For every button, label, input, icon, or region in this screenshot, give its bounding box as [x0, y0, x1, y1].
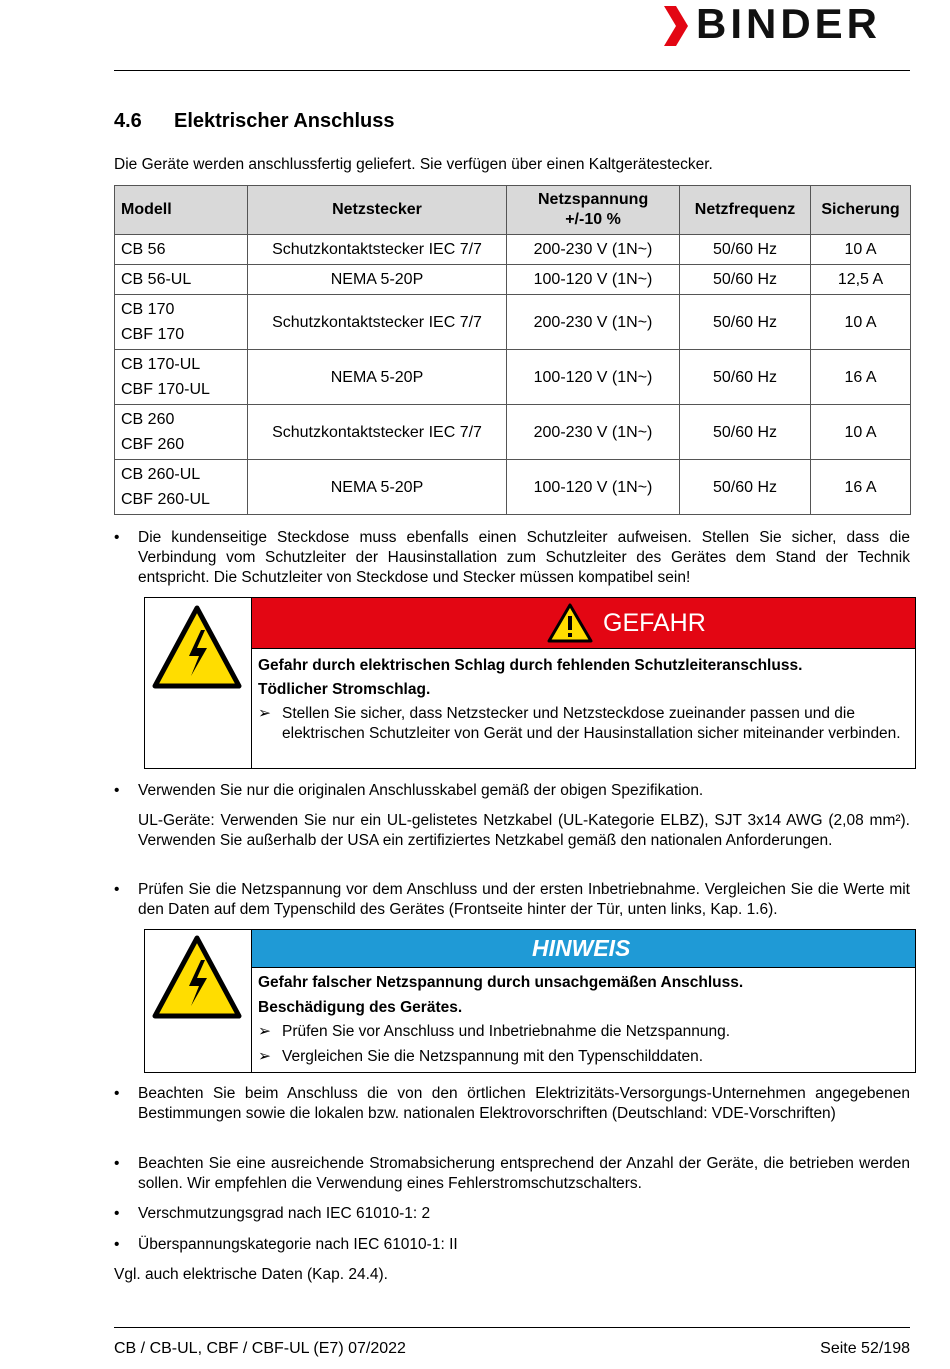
col-header-plug: Netzstecker — [248, 186, 507, 235]
list-item — [114, 1084, 910, 1124]
section-heading — [114, 110, 394, 133]
cell-voltage: 100-120 V (1N~) — [507, 460, 680, 515]
exclamation-warning-icon — [546, 602, 594, 644]
cell-model: CB 170 CBF 170 — [115, 295, 248, 350]
list-item — [114, 528, 910, 588]
cell-fuse: 10 A — [811, 295, 911, 350]
cell-fuse: 16 A — [811, 350, 911, 405]
cell-model: CB 56 — [115, 235, 248, 265]
electric-shock-warning-icon — [151, 604, 243, 690]
list-item-text: Die kundenseitige Steckdose muss ebenfalls einen Schutzleiter aufweisen. Stellen Sie sicher, dass die Verbindung vom Schutzleiter der Hausinstallation zum Schutzleiter des Gerätes dem Stand der Technik entspricht. Die Schutzleiter von Steckdose und Stecker müssen kompatibel sein! — [138, 529, 910, 586]
cell-frequency: 50/60 Hz — [680, 405, 811, 460]
cell-plug: NEMA 5-20P — [248, 460, 507, 515]
connection-spec-table — [114, 185, 911, 515]
cell-model: CB 170-UL CBF 170-UL — [115, 350, 248, 405]
list-item — [114, 880, 910, 920]
list-item-text: Verschmutzungsgrad nach IEC 61010-1: 2 — [138, 1205, 431, 1222]
list-item — [114, 1154, 910, 1194]
bullet-icon: • — [114, 782, 120, 799]
list-item — [114, 781, 910, 851]
cell-model: CB 260-UL CBF 260-UL — [115, 460, 248, 515]
danger-consequence: Tödlicher Stromschlag. — [258, 681, 431, 698]
notice-content — [258, 970, 905, 1067]
cell-model: CB 56-UL — [115, 265, 248, 295]
cell-plug: Schutzkontaktstecker IEC 7/7 — [248, 235, 507, 265]
table-row — [115, 295, 911, 350]
list-item-text: Verwenden Sie nur die originalen Anschlusskabel gemäß der obigen Spezifikation. — [138, 782, 704, 799]
cell-voltage: 100-120 V (1N~) — [507, 265, 680, 295]
electric-shock-warning-icon — [151, 934, 243, 1020]
list-item-text: Beachten Sie eine ausreichende Stromabsicherung entsprechend der Anzahl der Geräte, die betrieben werden sollen. Wir empfehlen die Verwendung eines Fehlerstromschutzschalters. — [138, 1155, 910, 1192]
arrow-icon: ➢ — [258, 1048, 271, 1065]
bullet-icon: • — [114, 1205, 120, 1222]
notice-action-text: Vergleichen Sie die Netzspannung mit den Typenschilddaten. — [282, 1048, 704, 1065]
cell-plug: Schutzkontaktstecker IEC 7/7 — [248, 405, 507, 460]
footer-document-id: CB / CB-UL, CBF / CBF-UL (E7) 07/2022 — [114, 1340, 406, 1357]
brand-mark-icon — [664, 6, 690, 46]
danger-action-text: Stellen Sie sicher, dass Netzstecker und Netzsteckdose zueinander passen und die elektrischen Schutzleiter von Gerät und der Hausinstallation sicher miteinander verbinden. — [282, 705, 901, 742]
col-header-fuse: Sicherung — [811, 186, 911, 235]
notice-label: HINWEIS — [532, 935, 631, 961]
danger-content — [258, 650, 905, 744]
cell-plug: NEMA 5-20P — [248, 265, 507, 295]
list-item — [114, 1204, 910, 1224]
danger-banner — [252, 598, 915, 649]
table-row — [115, 350, 911, 405]
brand-logo — [664, 0, 910, 47]
cell-fuse: 10 A — [811, 235, 911, 265]
list-item-text: Beachten Sie beim Anschluss die von den örtlichen Elektrizitäts-Versorgungs-Unternehmen angegebenen Bestimmungen sowie die lokalen bzw. nationalen Elektrovorschriften (Deutschland: VDE-Vorschriften) — [138, 1085, 910, 1122]
header-rule — [114, 70, 910, 71]
footer-rule — [114, 1327, 910, 1328]
danger-warning-box — [144, 597, 916, 769]
notice-action — [258, 1022, 905, 1042]
arrow-icon: ➢ — [258, 1023, 271, 1040]
footer-page-number: Seite 52/198 — [820, 1340, 910, 1357]
cell-frequency: 50/60 Hz — [680, 265, 811, 295]
col-header-frequency: Netzfrequenz — [680, 186, 811, 235]
brand-name: BINDER — [696, 0, 882, 47]
notice-banner — [252, 930, 915, 968]
list-item-text: Überspannungskategorie nach IEC 61010-1: II — [138, 1236, 458, 1253]
notice-action — [258, 1047, 905, 1067]
notice-box — [144, 929, 916, 1073]
bullet-icon: • — [114, 1155, 120, 1172]
danger-action — [258, 704, 905, 744]
bullet-icon: • — [114, 1085, 120, 1102]
danger-label: GEFAHR — [603, 609, 706, 637]
table-row — [115, 235, 911, 265]
intro-text: Die Geräte werden anschlussfertig geliefert. Sie verfügen über einen Kaltgerätestecker. — [114, 156, 713, 173]
warning-icon-cell — [145, 598, 252, 768]
cell-voltage: 200-230 V (1N~) — [507, 405, 680, 460]
col-header-voltage: Netzspannung +/-10 % — [507, 186, 680, 235]
cell-plug: Schutzkontaktstecker IEC 7/7 — [248, 295, 507, 350]
cell-frequency: 50/60 Hz — [680, 460, 811, 515]
table-row — [115, 460, 911, 515]
section-title: Elektrischer Anschluss — [174, 110, 395, 132]
table-header-row — [115, 186, 911, 235]
cell-fuse: 10 A — [811, 405, 911, 460]
cell-fuse: 12,5 A — [811, 265, 911, 295]
notice-hazard: Gefahr falscher Netzspannung durch unsachgemäßen Anschluss. — [258, 974, 744, 991]
table-row — [115, 405, 911, 460]
notice-action-text: Prüfen Sie vor Anschluss und Inbetriebnahme die Netzspannung. — [282, 1023, 731, 1040]
list-item-text: Prüfen Sie die Netzspannung vor dem Anschluss und der ersten Inbetriebnahme. Vergleichen Sie die Werte mit den Daten auf dem Typenschild des Gerätes (Frontseite hinter der Tür, unten links, Kap. 1.6). — [138, 881, 910, 918]
cell-frequency: 50/60 Hz — [680, 235, 811, 265]
bullet-icon: • — [114, 881, 120, 898]
cell-model: CB 260 CBF 260 — [115, 405, 248, 460]
section-number: 4.6 — [114, 110, 142, 132]
list-item — [114, 1235, 910, 1255]
table-row — [115, 265, 911, 295]
cell-frequency: 50/60 Hz — [680, 295, 811, 350]
cell-voltage: 200-230 V (1N~) — [507, 235, 680, 265]
cell-frequency: 50/60 Hz — [680, 350, 811, 405]
warning-icon-cell — [145, 930, 252, 1072]
list-item-subtext: UL-Geräte: Verwenden Sie nur ein UL-gelistetes Netzkabel (UL-Kategorie ELBZ), SJT 3x14 AWG (2,08 mm²). Verwenden Sie außerhalb der USA ein zertifiziertes Netzkabel gemäß den nationalen Anforderungen. — [138, 812, 910, 849]
closing-reference: Vgl. auch elektrische Daten (Kap. 24.4). — [114, 1266, 388, 1283]
bullet-icon: • — [114, 1236, 120, 1253]
cell-voltage: 100-120 V (1N~) — [507, 350, 680, 405]
bullet-icon: • — [114, 529, 120, 546]
cell-fuse: 16 A — [811, 460, 911, 515]
notice-consequence: Beschädigung des Gerätes. — [258, 999, 463, 1016]
cell-plug: NEMA 5-20P — [248, 350, 507, 405]
cell-voltage: 200-230 V (1N~) — [507, 295, 680, 350]
col-header-model: Modell — [115, 186, 248, 235]
danger-hazard: Gefahr durch elektrischen Schlag durch fehlenden Schutzleiteranschluss. — [258, 657, 803, 674]
arrow-icon: ➢ — [258, 705, 271, 722]
